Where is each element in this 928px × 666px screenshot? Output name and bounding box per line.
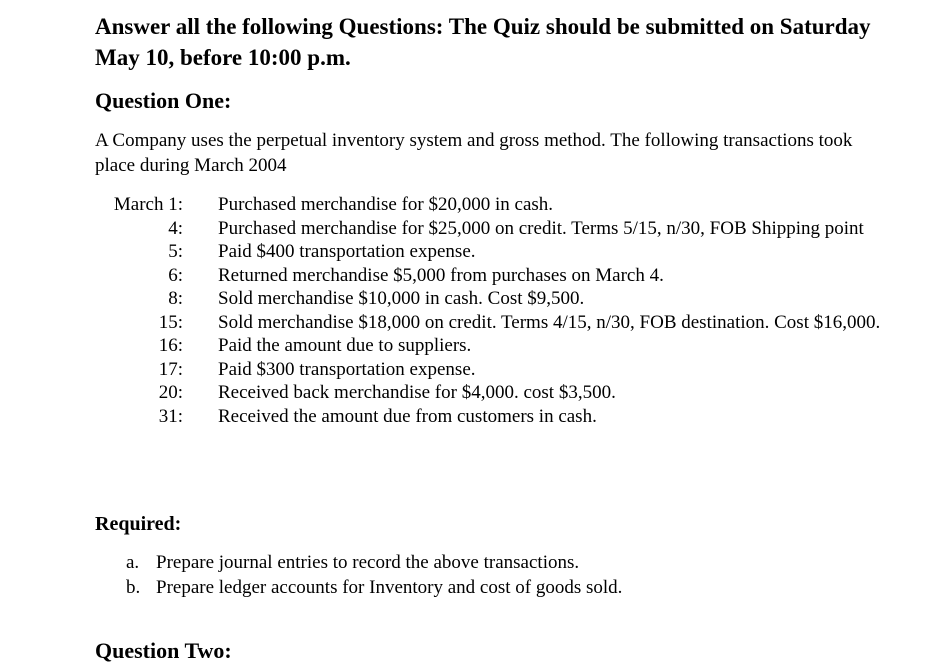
quiz-instructions-title: Answer all the following Questions: The Quiz should be submitted on Saturday May 10, before 10:00 p.m. [95, 14, 871, 70]
transaction-row [95, 264, 887, 288]
transaction-date: 31: [158, 405, 183, 427]
transaction-description: Paid $400 transportation expense. [218, 241, 476, 262]
transaction-row [95, 193, 887, 217]
transaction-row [95, 240, 887, 264]
required-item-text: Prepare ledger accounts for Inventory and cost of goods sold. [156, 577, 623, 598]
question-two-heading: Question Two: [95, 638, 232, 663]
transaction-row [95, 381, 887, 405]
transaction-row [95, 358, 887, 382]
transaction-description: Purchased merchandise for $25,000 on credit. Terms 5/15, n/30, FOB Shipping point [218, 217, 864, 239]
transaction-description: Purchased merchandise for $20,000 in cash. [218, 194, 554, 215]
transaction-description: Returned merchandise $5,000 from purchases on March 4. [218, 264, 664, 286]
required-item-marker: b. [126, 577, 141, 598]
transaction-description: Received the amount due from customers in cash. [218, 405, 597, 427]
transaction-row [95, 311, 887, 335]
transaction-description: Paid the amount due to suppliers. [218, 335, 472, 356]
question-one-intro: A Company uses the perpetual inventory system and gross method. The following transactions took place during March 2004 [95, 130, 853, 176]
transactions-list [95, 193, 887, 428]
transaction-date: March 1: [113, 194, 183, 215]
transaction-date: 15: [158, 311, 183, 333]
transaction-date: 8: [168, 288, 183, 309]
transaction-date: 6: [168, 264, 183, 286]
transaction-description: Sold merchandise $10,000 in cash. Cost $9,500. [218, 288, 585, 309]
transaction-row [95, 217, 887, 241]
transaction-description: Sold merchandise $18,000 on credit. Terms 4/15, n/30, FOB destination. Cost $16,000. [218, 311, 881, 333]
required-item [126, 550, 826, 575]
required-heading: Required: [95, 513, 182, 535]
transaction-date: 5: [168, 241, 183, 262]
transaction-description: Received back merchandise for $4,000. cost $3,500. [218, 382, 616, 403]
required-item [126, 575, 826, 600]
transaction-row [95, 405, 887, 429]
transaction-date: 4: [168, 217, 183, 239]
required-item-marker: a. [126, 552, 140, 573]
transaction-date: 16: [158, 335, 183, 356]
question-one-heading: Question One: [95, 88, 232, 113]
transaction-row [95, 334, 887, 358]
transaction-date: 20: [158, 382, 183, 403]
transaction-row [95, 287, 887, 311]
transaction-description: Paid $300 transportation expense. [218, 358, 476, 380]
required-list [126, 550, 826, 600]
required-item-text: Prepare journal entries to record the above transactions. [156, 552, 580, 573]
transaction-date: 17: [158, 358, 183, 380]
